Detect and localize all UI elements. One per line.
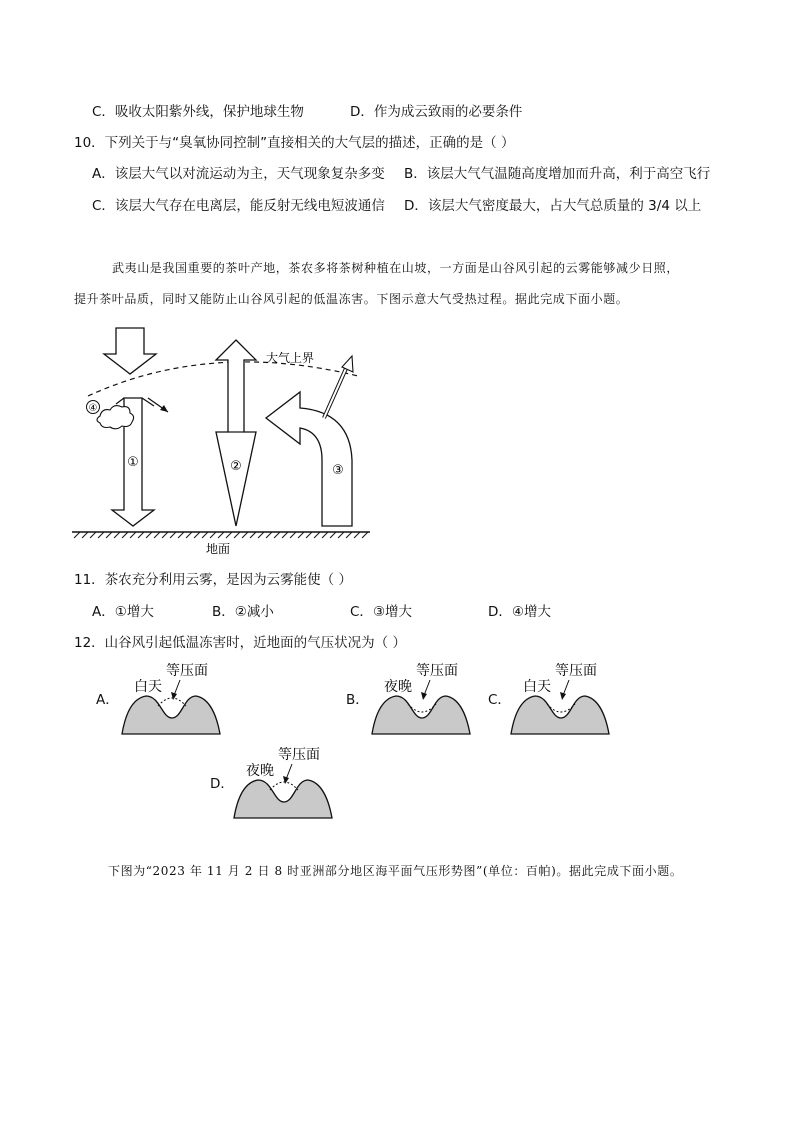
q11-option-a: A．①增大 xyxy=(92,604,154,620)
q10-option-c: C．该层大气存在电离层，能反射无线电短波通信 xyxy=(92,198,385,214)
q12-stem: 12．山谷风引起低温冻害时，近地面的气压状况为（ ） xyxy=(74,635,406,651)
arrow-4-label: ④ xyxy=(88,403,98,414)
q12-option-d-diagram xyxy=(228,744,338,824)
q11-stem: 11．茶农充分利用云雾，是因为云雾能使（ ） xyxy=(74,572,352,588)
passage2-line1: 下图为“2023 年 11 月 2 日 8 时亚洲部分地区海平面气压形势图”(单位：百帕)。据此完成下面小题。 xyxy=(108,864,683,878)
q11-option-c: C．③增大 xyxy=(350,604,413,620)
q10-option-a: A．该层大气以对流运动为主，天气现象复杂多变 xyxy=(92,166,385,182)
isobar-curve xyxy=(158,698,186,706)
q12-option-a-diagram xyxy=(116,660,226,740)
arrow-2-shape xyxy=(216,340,256,526)
mountain-valley-shape xyxy=(234,780,332,818)
q12-option-c-diagram xyxy=(505,660,615,740)
q10-option-b: B．该层大气气温随高度增加而升高，利于高空飞行 xyxy=(404,166,711,182)
q11-option-b-num: ② xyxy=(234,604,247,620)
isobar-label: 等压面 xyxy=(555,663,597,679)
isobar-label: 等压面 xyxy=(416,663,458,679)
q11-option-c-num: ③ xyxy=(372,604,386,620)
atmosphere-heating-diagram xyxy=(60,320,380,560)
time-label: 白天 xyxy=(134,679,162,695)
passage1-line2: 提升茶叶品质，同时又能防止山谷风引起的低温冻害。下图示意大气受热过程。据此完成下面小题。 xyxy=(74,292,629,306)
ground-hatching xyxy=(74,532,368,538)
time-label: 夜晚 xyxy=(246,763,274,779)
arrow-3-label: ③ xyxy=(332,463,344,478)
q11-option-d-num: ④ xyxy=(511,604,525,620)
arrow-2-label: ② xyxy=(230,459,242,474)
q9-option-c: C．吸收太阳紫外线，保护地球生物 xyxy=(92,104,304,120)
q11-option-a-num: ① xyxy=(114,604,127,620)
mountain-valley-shape xyxy=(372,696,470,734)
isobar-label: 等压面 xyxy=(166,663,208,679)
q11-option-d: D．④增大 xyxy=(488,604,552,620)
ground-label: 地面 xyxy=(205,542,231,556)
q12-option-d-letter: D． xyxy=(210,776,234,792)
q10-stem: 10．下列关于与“臭氧协同控制”直接相关的大气层的描述，正确的是（ ） xyxy=(74,135,515,151)
q9-option-d: D．作为成云致雨的必要条件 xyxy=(350,104,523,120)
solar-radiation-arrow xyxy=(104,328,156,374)
q12-option-b-letter: B． xyxy=(346,692,369,708)
q12-option-c-letter: C． xyxy=(488,692,511,708)
mountain-valley-shape xyxy=(511,696,609,734)
cloud-icon xyxy=(97,406,134,429)
isobar-label: 等压面 xyxy=(278,747,320,763)
q11-option-b: B．②减小 xyxy=(212,604,274,620)
isobar-curve xyxy=(270,782,298,790)
q12-option-a-letter: A． xyxy=(96,692,119,708)
q12-option-b-diagram xyxy=(366,660,476,740)
time-label: 白天 xyxy=(523,679,551,695)
time-label: 夜晚 xyxy=(384,679,412,695)
mountain-valley-shape xyxy=(122,696,220,734)
upper-boundary-label: 大气上界 xyxy=(266,351,315,365)
arrow-1-label: ① xyxy=(127,455,139,470)
q10-option-d: D．该层大气密度最大，占大气总质量的 3/4 以上 xyxy=(404,198,702,214)
arrow-3-shape xyxy=(266,392,352,526)
passage1-line1: 武夷山是我国重要的茶叶产地，茶农多将茶树种植在山坡，一方面是山谷风引起的云雾能够减少日照， xyxy=(112,261,680,275)
